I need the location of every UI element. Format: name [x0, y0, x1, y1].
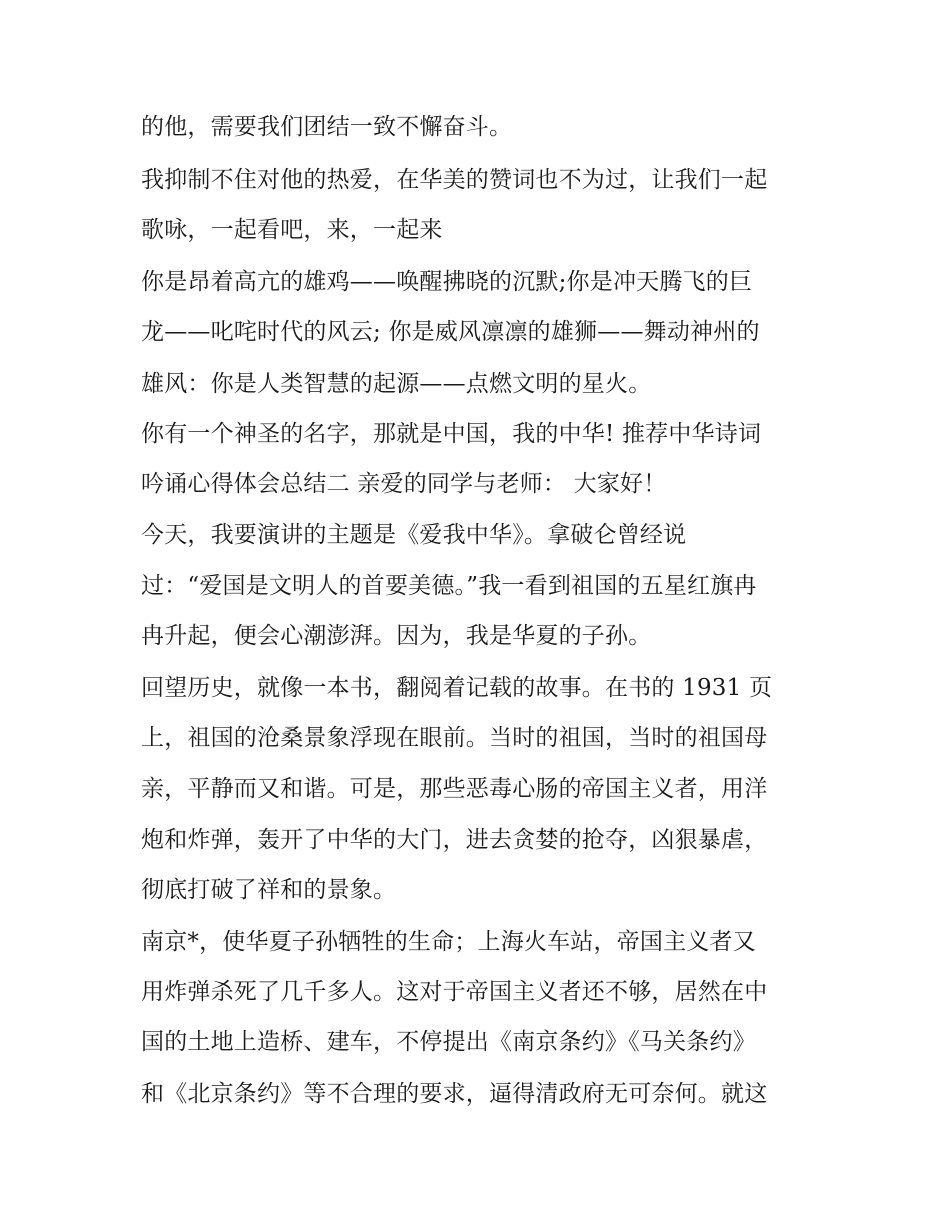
- text-line: 过：“爱国是文明人的首要美德。”我一看到祖国的五星红旗冉: [141, 573, 757, 599]
- text-line: 龙——叱咤时代的风云; 你是威风凛凛的雄狮——舞动神州的: [141, 319, 760, 345]
- text-line: 炮和炸弹，轰开了中华的大门，进去贪婪的抢夺，凶狠暴虐，: [141, 827, 768, 853]
- text-line: 彻底打破了祥和的景象。: [141, 877, 397, 903]
- text-line: 亲，平静而又和谐。可是，那些恶毒心肠的帝国主义者，用洋: [141, 776, 768, 802]
- text-line: 上，祖国的沧桑景象浮现在眼前。当时的祖国，当时的祖国母: [141, 725, 768, 751]
- text-line: 和《北京条约》等不合理的要求，逼得清政府无可奈何。就这: [141, 1081, 768, 1107]
- text-line: 你是昂着高亢的雄鸡——唤醒拂晓的沉默;你是冲天腾飞的巨: [141, 269, 753, 295]
- text-line: 的他，需要我们团结一致不懈奋斗。: [141, 114, 513, 140]
- text-line: 今天，我要演讲的主题是《爱我中华》。拿破仑曾经说: [141, 522, 687, 548]
- text-line: 冉升起，便会心潮澎湃。因为，我是华夏的子孙。: [141, 623, 652, 649]
- text-line: 吟诵心得体会总结二 亲爱的同学与老师： 大家好！: [141, 471, 667, 497]
- text-line: 歌咏，一起看吧，来，一起来: [141, 217, 443, 243]
- text-line: 国的土地上造桥、建车，不停提出《南京条约》《马关条约》: [141, 1029, 756, 1055]
- text-line: 用炸弹杀死了几千多人。这对于帝国主义者还不够，居然在中: [141, 979, 768, 1005]
- text-line: 南京*，使华夏子孙牺牲的生命；上海火车站，帝国主义者又: [141, 929, 756, 955]
- text-line: 我抑制不住对他的热爱，在华美的赞词也不为过，让我们一起: [141, 167, 768, 193]
- text-line: 你有一个神圣的名字，那就是中国，我的中华! 推荐中华诗词: [141, 421, 762, 447]
- text-line: 雄风：你是人类智慧的起源——点燃文明的星火。: [141, 371, 652, 397]
- text-line: 回望历史，就像一本书，翻阅着记载的故事。在书的 1931 页: [141, 675, 773, 701]
